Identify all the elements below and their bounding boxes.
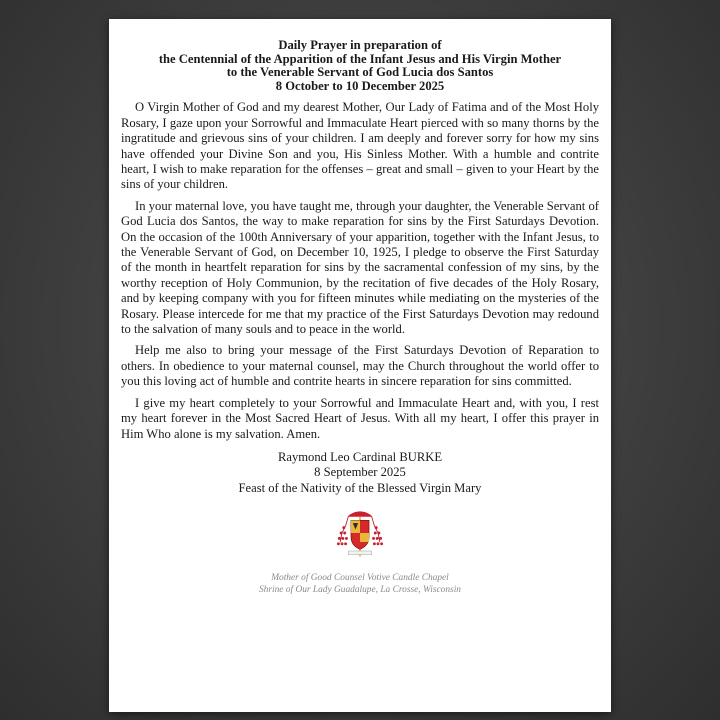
title-line: Daily Prayer in preparation of — [278, 38, 442, 52]
prayer-paragraph: In your maternal love, you have taught me, through your daughter, the Venerable Servant of God Lucia dos Santos, the way to make reparation for sins by the First Saturdays Devotion. On the occasion of the 100th Anniversary of your apparition, together with the Infant Jesus, to the Venerable Servant of God, on December 10, 1925, I pledge to observe the First Saturday of the month in heartfelt reparation for sins by the sacramental confession of my sins, by the worthy reception of Holy Communion, by the recitation of five decades of the Holy Rosary, and by keeping company with you for fifteen minutes while mediating on the mysteries of the Rosary. Please intercede for me that my practice of the First Saturdays Devotion may redound to the salvation of many souls and to peace in the world. — [121, 198, 599, 337]
signature-date: 8 September 2025 — [314, 465, 406, 480]
footer-line: Shrine of Our Lady Guadalupe, La Crosse, Wisconsin — [258, 585, 461, 596]
prayer-paragraph: Help me also to bring your message of the First Saturdays Devotion of Reparation to others. In obedience to your maternal counsel, may the Church throughout the world offer to you this loving act of humble and contrite hearts in sincere reparation for sins committed. — [121, 343, 599, 389]
title-line: 8 October to 10 December 2025 — [275, 78, 445, 93]
prayer-paragraph: I give my heart completely to your Sorrowful and Immaculate Heart and, with you, I rest my heart forever in the Most Sacred Heart of Jesus. With all my heart, I offer this prayer in Him Who alone is my salvation. Amen. — [121, 395, 599, 441]
prayer-paragraph: O Virgin Mother of God and my dearest Mother, Our Lady of Fatima and of the Most Holy Rosary, I gaze upon your Sorrowful and Immaculate Heart pierced with so many thorns by the ingratitude and grievous sins of your children. I am deeply and forever sorry for how my sins have offended your Divine Son and you, His Sinless Mother. With a humble and contrite heart, I wish to make reparation for the offenses – great and small – given to your Heart by the sins of your children. — [121, 100, 599, 192]
title-line: the Centennial of the Apparition of the Infant Jesus and His Virgin Mother — [158, 51, 562, 66]
signature-block — [121, 450, 599, 496]
cardinal-coat-of-arms-icon — [333, 506, 387, 560]
chapel-footer — [121, 572, 599, 596]
footer-line: Mother of Good Counsel Votive Candle Chapel — [271, 573, 449, 584]
crest-container — [121, 506, 599, 564]
title-line: to the Venerable Servant of God Lucia dos Santos — [226, 65, 494, 80]
prayer-card — [109, 19, 611, 712]
signatory-name: Raymond Leo Cardinal BURKE — [277, 449, 443, 464]
prayer-title — [121, 39, 599, 93]
feast-name: Feast of the Nativity of the Blessed Virgin Mary — [238, 480, 482, 495]
